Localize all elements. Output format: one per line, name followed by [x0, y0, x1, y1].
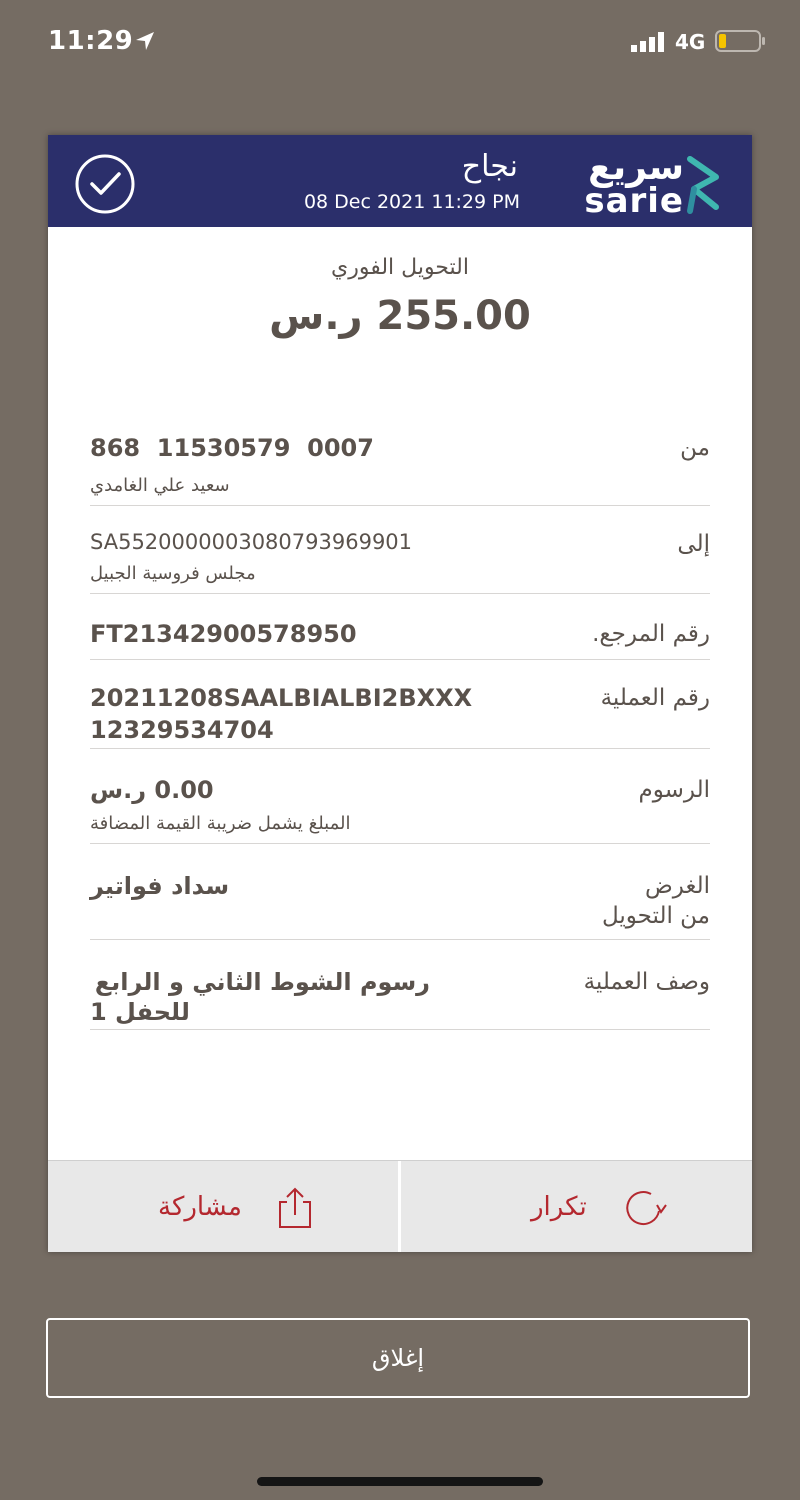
purpose-value: سداد فواتير: [90, 872, 230, 900]
fees-vat-note: المبلغ يشمل ضريبة القيمة المضافة: [90, 813, 351, 834]
close-button[interactable]: إغلاق: [46, 1318, 750, 1398]
status-bar: [0, 0, 800, 84]
home-indicator[interactable]: [257, 1477, 543, 1486]
fees-value: 0.00 ر.س: [90, 776, 214, 804]
detail-row-description: [90, 967, 710, 1030]
detail-row-to: [90, 527, 710, 594]
logo-arabic-text: سريع: [588, 147, 684, 188]
to-label: إلى: [677, 531, 710, 557]
success-check-icon: [74, 153, 136, 215]
detail-row-transaction-number: [90, 683, 710, 749]
receipt-actions: [48, 1160, 752, 1252]
transfer-datetime: 08 Dec 2021 11:29 PM: [303, 191, 520, 213]
network-type: 4G: [675, 30, 706, 54]
reference-label: رقم المرجع.: [592, 621, 710, 647]
detail-row-fees: [90, 775, 710, 844]
sarie-logo: [572, 147, 722, 221]
reference-value: FT21342900578950: [90, 620, 357, 648]
share-label: مشاركة: [158, 1192, 242, 1222]
repeat-button[interactable]: [401, 1161, 751, 1252]
transfer-receipt-card: [48, 135, 752, 1252]
transaction-number-label: رقم العملية: [600, 685, 710, 711]
transfer-status: نجاح: [461, 149, 518, 184]
status-time: 11:29: [48, 26, 134, 56]
share-button[interactable]: [48, 1161, 398, 1252]
transaction-number-line1: 20211208SAALBIALBI2BXXX: [90, 684, 473, 712]
logo-english-text: sarie: [584, 181, 684, 221]
detail-row-reference: [90, 619, 710, 660]
sarie-mark-icon: [686, 155, 722, 215]
repeat-icon: [621, 1185, 667, 1231]
to-iban: SA5520000003080793969901: [90, 530, 413, 554]
from-label: من: [680, 435, 710, 461]
description-line1: رسوم الشوط الثاني و الرابع: [94, 968, 430, 996]
location-arrow-icon: [134, 30, 156, 52]
fees-label: الرسوم: [638, 777, 710, 803]
transfer-type: التحويل الفوري: [331, 255, 469, 280]
signal-icon: [631, 32, 667, 52]
purpose-label-line1: الغرض: [645, 873, 710, 899]
share-icon: [272, 1185, 318, 1231]
transaction-number-line2: 12329534704: [90, 716, 274, 744]
detail-row-purpose: [90, 871, 710, 940]
detail-row-from: [90, 433, 710, 506]
repeat-label: تكرار: [531, 1192, 587, 1222]
description-label: وصف العملية: [583, 969, 710, 995]
from-account: 868 11530579 0007: [90, 434, 374, 462]
transfer-amount: 255.00 ر.س: [269, 293, 531, 339]
from-name: سعيد علي الغامدي: [90, 475, 230, 496]
battery-icon: [715, 30, 767, 52]
purpose-label-line2: من التحويل: [601, 903, 710, 929]
description-line2: للحفل 1: [90, 998, 190, 1026]
receipt-header: [48, 135, 752, 227]
to-name: مجلس فروسية الجبيل: [90, 563, 256, 584]
